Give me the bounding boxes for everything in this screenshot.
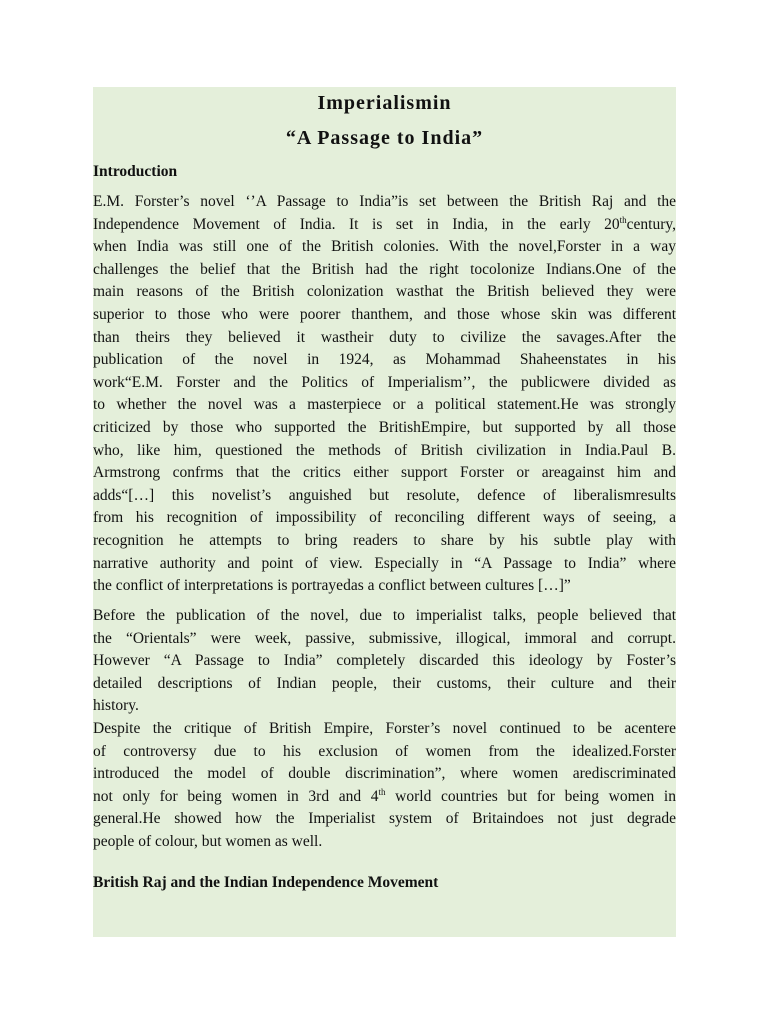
superscript: th (619, 214, 627, 225)
line-text: Independence Movement of India. It is set in India, in the early 20 (93, 215, 620, 233)
orientals-paragraph (93, 605, 676, 718)
line-text: Before the publication of the novel, due to imperialist talks, people believed that (93, 607, 676, 624)
line-text: detailed descriptions of Indian people, their customs, their culture and their (93, 674, 676, 692)
line-text: people of colour, but women as well. (93, 832, 323, 850)
paragraph-line (93, 372, 676, 395)
line-text: general.He showed how the Imperialist system of Britaindoes not just degrade (93, 810, 676, 828)
paragraph-line (93, 327, 676, 350)
line-text: E.M. Forster’s novel ‘’A Passage to India”is set between the British Raj and the (93, 193, 676, 210)
line-tail: century, (626, 215, 676, 233)
line-text: main reasons of the British colonization wasthat the British believed they were (93, 283, 676, 301)
paragraph-line (93, 673, 676, 696)
paragraph-line (93, 763, 676, 786)
line-text: challenges the belief that the British had the right tocolonize Indians.One of the (93, 260, 676, 278)
paragraph-line (93, 605, 676, 628)
line-text: than theirs they believed it wastheir duty to civilize the savages.After the (93, 328, 676, 346)
paragraph-line (93, 462, 676, 485)
paragraph-line (93, 628, 676, 651)
controversy-paragraph (93, 718, 676, 854)
line-text: the conflict of interpretations is portrayedas a conflict between cultures […]” (93, 577, 571, 595)
document-panel (93, 87, 676, 937)
line-text: superior to those who were poorer thanthem, and those whose skin was different (93, 305, 676, 323)
paragraph-line (93, 485, 676, 508)
line-text: history. (93, 697, 139, 715)
paragraph-line (93, 281, 676, 304)
document-subtitle: “A Passage to India” (285, 127, 484, 149)
line-text: introduced the model of double discrimination”, where women arediscriminated (93, 765, 676, 783)
paragraph-line (93, 530, 676, 553)
line-text: Despite the critique of British Empire, Forster’s novel continued to be acentere (93, 720, 676, 737)
paragraph-line (93, 695, 676, 718)
paragraph-line (93, 214, 676, 237)
line-text: publication of the novel in 1924, as Mohammad Shaheenstates in his (93, 351, 676, 369)
paragraph-line (93, 553, 676, 576)
line-text: who, like him, questioned the methods of British civilization in India.Paul B. (93, 441, 676, 459)
introduction-paragraph (93, 191, 676, 598)
paragraph-line (93, 741, 676, 764)
superscript: th (378, 786, 386, 797)
paragraph-line (93, 440, 676, 463)
paragraph-line (93, 236, 676, 259)
paragraph-line (93, 191, 676, 214)
line-text: to whether the novel was a masterpiece or a political statement.He was strongly (93, 396, 676, 414)
line-text: adds“[…] this novelist’s anguished but resolute, defence of liberalismresults (93, 486, 676, 504)
line-text: work“E.M. Forster and the Politics of Imperialism’’, the publicwere divided as (93, 373, 676, 391)
paragraph-line (93, 259, 676, 282)
british-raj-heading: British Raj and the Indian Independence Movement (93, 874, 439, 891)
paragraph-line (93, 718, 676, 741)
line-text: the “Orientals” were week, passive, submissive, illogical, immoral and corrupt. (93, 629, 676, 647)
paragraph-line (93, 417, 676, 440)
line-text: when India was still one of the British colonies. With the novel,Forster in a way (93, 238, 676, 256)
document-title: Imperialismin (317, 92, 452, 114)
paragraph-line (93, 349, 676, 372)
line-text: not only for being women in 3rd and 4 (93, 787, 379, 805)
paragraph-line (93, 394, 676, 417)
paragraph-line (93, 304, 676, 327)
introduction-heading: Introduction (93, 163, 178, 180)
line-text: from his recognition of impossibility of reconciling different ways of seeing, a (93, 509, 676, 527)
line-text: However “A Passage to India” completely discarded this ideology by Foster’s (93, 652, 676, 670)
paragraph-line (93, 831, 676, 854)
line-text: criticized by those who supported the BritishEmpire, but supported by all those (93, 418, 676, 436)
paragraph-line (93, 650, 676, 673)
line-text: recognition he attempts to bring readers to share by his subtle play with (93, 531, 676, 549)
line-text: Armstrong confrms that the critics either support Forster or areagainst him and (93, 464, 676, 482)
paragraph-line (93, 786, 676, 809)
paragraph-line (93, 808, 676, 831)
line-text: narrative authority and point of view. Especially in “A Passage to India” where (93, 554, 676, 572)
paragraph-line (93, 507, 676, 530)
line-tail: world countries but for being women in (385, 787, 676, 805)
paragraph-line (93, 575, 676, 598)
line-text: of controversy due to his exclusion of women from the idealized.Forster (93, 742, 676, 760)
